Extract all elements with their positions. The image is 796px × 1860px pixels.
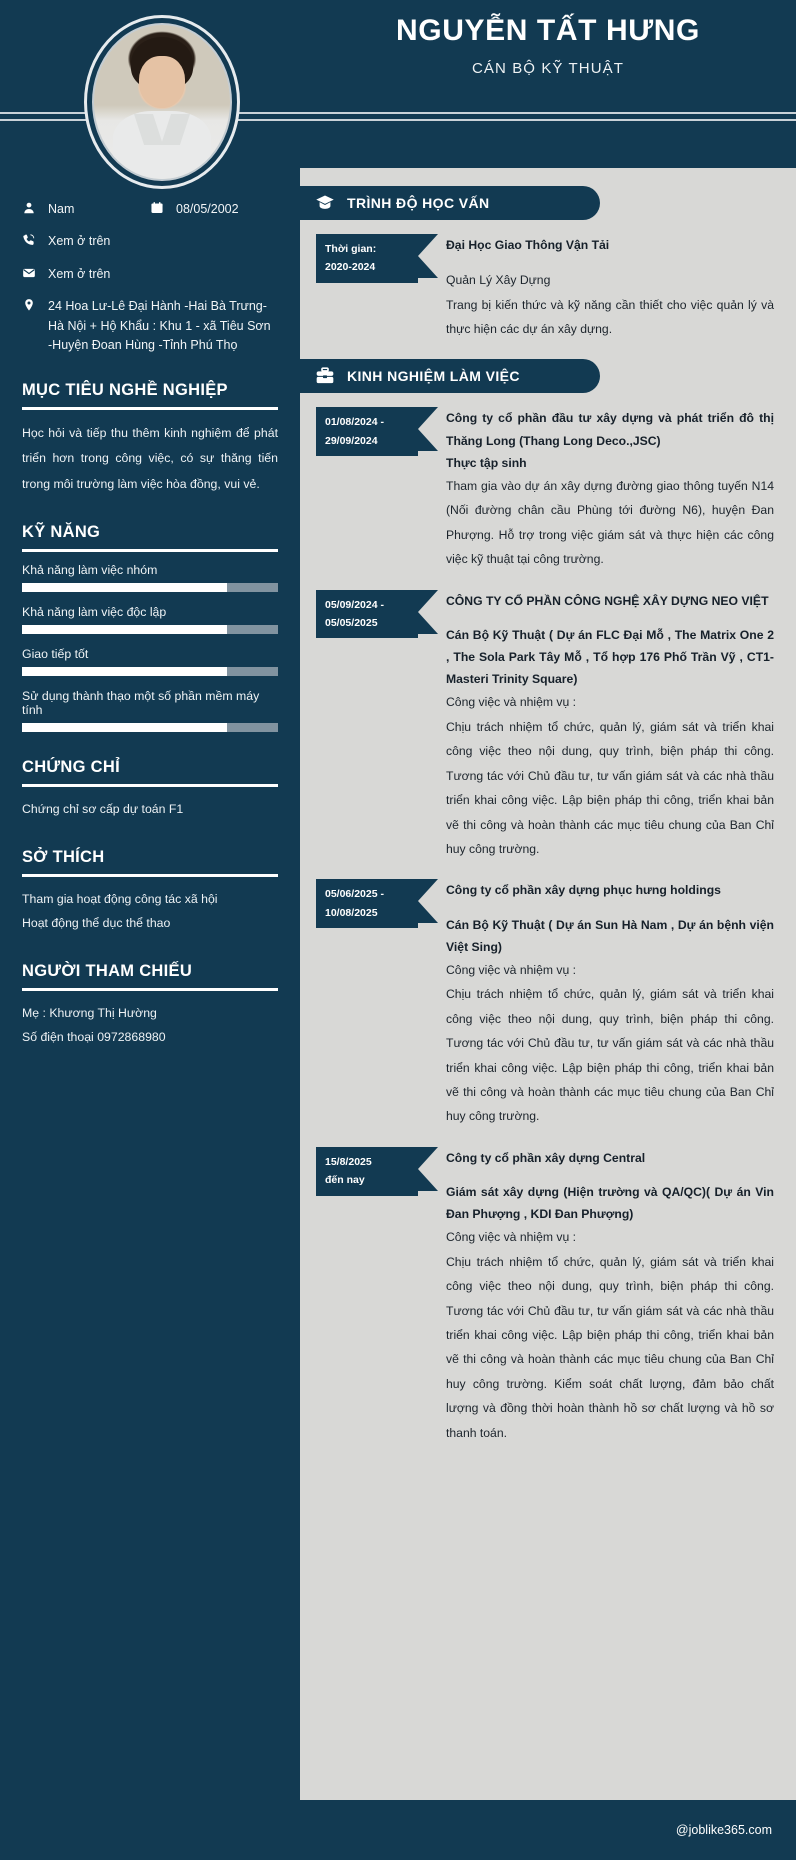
objective-text: Học hỏi và tiếp thu thêm kinh nghiệm để phát triển hơn trong công việc, có sự thăng tiến trong môi trường làm việc hòa đồng, vui vẻ. — [22, 426, 278, 491]
skill-label: Giao tiếp tốt — [22, 646, 89, 661]
objective-heading: MỤC TIÊU NGHỀ NGHIỆP — [22, 381, 228, 400]
avatar — [84, 15, 240, 189]
experience-description: Chịu trách nhiệm tổ chức, quản lý, giám sát và triển khai công việc theo nội dung, quy trình, biện pháp thi công. Tương tác với Chủ đầu tư, tư vấn giám sát và các nhà thầu triển khai công việc. Lập biện pháp thi công, triển khai bản vẽ thi công và hoàn thành các mục tiêu chung của Ban Chỉ huy công trường. Kiểm soát chất lượng, đảm bảo chất lượng và đồng thời hoàn thành hồ sơ chất lượng và hồ sơ thanh toán. — [446, 1254, 774, 1440]
skill-progress-fill — [22, 667, 227, 676]
experience-entry-body — [446, 1147, 774, 1445]
email-value: Xem ở trên — [48, 266, 111, 281]
experience-date-tag — [316, 879, 418, 928]
contact-row-address — [22, 297, 278, 355]
skill-progress-fill — [22, 723, 227, 732]
experience-entries — [300, 407, 796, 1445]
skill-progress-track — [22, 583, 278, 592]
position-title: Giám sát xây dựng (Hiện trường và QA/QC)( Dự án Vin Đan Phượng , KDI Đan Phượng) — [446, 1184, 774, 1222]
education-entry — [316, 234, 774, 341]
address-value: 24 Hoa Lư-Lê Đại Hành -Hai Bà Trưng-Hà Nội + Hộ Khẩu : Khu 1 - xã Tiêu Sơn -Huyện Đoan Hùng -Tỉnh Phú Thọ — [48, 299, 271, 352]
education-entry-body — [446, 234, 774, 341]
section-header-education — [300, 186, 600, 220]
spacer — [446, 256, 774, 268]
section-hobbies — [22, 848, 278, 936]
section-objective — [22, 381, 278, 497]
photo-face — [139, 56, 185, 108]
skill-progress-track — [22, 625, 278, 634]
tasks-label: Công việc và nhiệm vụ : — [446, 1230, 577, 1245]
sidebar — [0, 168, 300, 1800]
skill-progress-track — [22, 723, 278, 732]
certificates-heading: CHỨNG CHỈ — [22, 757, 120, 776]
main-content — [300, 168, 796, 1800]
hobby-item: Hoạt động thể dục thể thao — [22, 915, 171, 930]
skill-progress-fill — [22, 625, 227, 634]
date-line-1: 05/09/2024 - — [325, 598, 384, 611]
gender-value: Nam — [48, 202, 75, 216]
hobby-item: Tham gia hoạt động công tác xã hội — [22, 891, 218, 906]
position-title: Cán Bộ Kỹ Thuật ( Dự án Sun Hà Nam , Dự án bệnh viện Việt Sing) — [446, 917, 774, 954]
footer — [0, 1800, 796, 1860]
experience-date-tag — [316, 590, 418, 639]
experience-date-tag — [316, 1147, 418, 1196]
watermark: @joblike365.com — [675, 1823, 772, 1837]
skill-item — [22, 563, 278, 592]
experience-title: KINH NGHIỆM LÀM VIỆC — [347, 368, 520, 385]
skill-progress-fill — [22, 583, 227, 592]
contact-row-phone[interactable] — [22, 232, 278, 251]
date-line-2: 2020-2024 — [325, 261, 376, 274]
references-heading: NGƯỜI THAM CHIẾU — [22, 961, 193, 980]
skill-item — [22, 605, 278, 634]
experience-entry — [316, 590, 774, 862]
section-header-experience — [300, 359, 600, 393]
calendar-icon — [150, 200, 176, 215]
avatar-frame — [92, 23, 232, 181]
certificates-list — [22, 798, 278, 822]
experience-description: Chịu trách nhiệm tổ chức, quản lý, giám sát và triển khai công việc theo nội dung, quy trình, biện pháp thi công. Tương tác với Chủ đầu tư, tư vấn giám sát và các nhà thầu triển khai công việc. Lập biện pháp thi công, triển khai bản vẽ thi công và hoàn thành các mục tiêu chung của Ban Chỉ huy công trường. — [446, 719, 774, 856]
company-name: Công ty cổ phần xây dựng phục hưng holdings — [446, 883, 721, 898]
education-description: Trang bị kiến thức và kỹ năng cần thiết cho việc quản lý và thực hiện các dự án xây dựng. — [446, 297, 774, 337]
experience-entry-body — [446, 407, 774, 571]
section-skills — [22, 523, 278, 732]
birthdate-value: 08/05/2002 — [176, 202, 239, 216]
experience-date-tag — [316, 407, 418, 456]
hobbies-rule — [22, 874, 278, 877]
graduation-cap-icon — [314, 192, 336, 214]
skill-label: Sử dụng thành thạo một số phần mềm máy tính — [22, 688, 260, 717]
experience-entry-body — [446, 879, 774, 1128]
experience-entry — [316, 407, 774, 571]
certificate-item: Chứng chỉ sơ cấp dự toán F1 — [22, 801, 184, 816]
section-certificates — [22, 758, 278, 822]
education-title: TRÌNH ĐỘ HỌC VẤN — [347, 195, 490, 211]
position-title: Cán Bộ Kỹ Thuật ( Dự án FLC Đại Mỗ , The Matrix One 2 , The Sola Park Tây Mỗ , Tổ hợp 176 Phố Trần Vỹ , CT1- Masteri Trinity Square) — [446, 627, 774, 687]
company-name: CÔNG TY CỔ PHẦN CÔNG NGHỆ XÂY DỰNG NEO VIỆT — [446, 593, 769, 608]
hobbies-heading: SỞ THÍCH — [22, 847, 105, 866]
skill-progress-track — [22, 667, 278, 676]
date-line-1: 01/08/2024 - — [325, 416, 384, 429]
education-entries — [300, 234, 796, 341]
profile-photo-icon — [94, 25, 230, 179]
date-line-2: đến nay — [325, 1174, 365, 1187]
phone-value: Xem ở trên — [48, 234, 111, 249]
skills-list — [22, 563, 278, 732]
contact-birthdate — [150, 200, 278, 219]
objective-rule — [22, 407, 278, 410]
header-title-block — [300, 14, 796, 77]
skill-label: Khả năng làm việc nhóm — [22, 562, 158, 577]
position-title: Thực tập sinh — [446, 455, 527, 470]
phone-icon — [22, 232, 48, 247]
person-icon — [22, 200, 48, 215]
skill-item — [22, 689, 278, 732]
company-name: Công ty cổ phần xây dựng Central — [446, 1150, 646, 1165]
contact-row-gender-birth — [22, 200, 278, 219]
references-rule — [22, 988, 278, 991]
certificates-rule — [22, 784, 278, 787]
school-name: Đại Học Giao Thông Vận Tải — [446, 238, 610, 252]
experience-description: Tham gia vào dự án xây dựng đường giao thông tuyến N14 (Nối đường chân cầu Phùng tới đường N6), huyện Đan Phượng. Hỗ trợ trong việc giám sát và thực hiện các công việc kỹ thuật tại công trường. — [446, 479, 774, 567]
experience-description: Chịu trách nhiệm tổ chức, quản lý, giám sát và triển khai công việc theo nội dung, quy trình, biện pháp thi công. Tương tác với Chủ đầu tư, tư vấn giám sát và các nhà thầu triển khai công việc. Lập biện pháp thi công, triển khai bản vẽ thi công và hoàn thành các mục tiêu chung của Ban Chỉ huy công trường. — [446, 987, 774, 1124]
skills-heading: KỸ NĂNG — [22, 522, 101, 541]
tasks-label: Công việc và nhiệm vụ : — [446, 962, 577, 977]
tasks-label: Công việc và nhiệm vụ : — [446, 695, 577, 710]
date-line-2: 05/05/2025 — [325, 617, 378, 630]
date-line-1: 15/8/2025 — [325, 1155, 372, 1168]
location-pin-icon — [22, 297, 48, 312]
experience-entry — [316, 1147, 774, 1445]
company-name: Công ty cổ phần đầu tư xây dựng và phát triển đô thị Thăng Long (Thang Long Deco.,JSC) — [446, 411, 774, 448]
skill-label: Khả năng làm việc độc lập — [22, 604, 167, 619]
job-title: CÁN BỘ KỸ THUẬT — [471, 59, 625, 77]
spacer — [446, 902, 774, 914]
experience-entry-body — [446, 590, 774, 862]
references-list — [22, 1002, 278, 1050]
section-references — [22, 962, 278, 1050]
major: Quản Lý Xây Dựng — [446, 273, 551, 288]
hobbies-list — [22, 888, 278, 936]
page-title: NGUYỄN TẤT HƯNG — [396, 14, 700, 47]
contact-gender — [22, 200, 150, 219]
reference-item: Mẹ : Khương Thị Hường — [22, 1005, 157, 1020]
skill-item — [22, 647, 278, 676]
education-date-tag — [316, 234, 418, 283]
briefcase-icon — [314, 365, 336, 387]
skills-rule — [22, 549, 278, 552]
envelope-icon — [22, 265, 48, 280]
spacer — [446, 1169, 774, 1181]
spacer — [446, 612, 774, 624]
date-line-2: 10/08/2025 — [325, 906, 378, 919]
contact-row-email[interactable] — [22, 265, 278, 284]
date-line-1: Thời gian: — [325, 243, 377, 255]
photo-shirt — [113, 111, 211, 179]
experience-entry — [316, 879, 774, 1128]
cv-body — [0, 168, 796, 1800]
date-line-2: 29/09/2024 — [325, 434, 378, 447]
reference-item: Số điện thoại 0972868980 — [22, 1029, 166, 1044]
date-line-1: 05/06/2025 - — [325, 888, 384, 901]
